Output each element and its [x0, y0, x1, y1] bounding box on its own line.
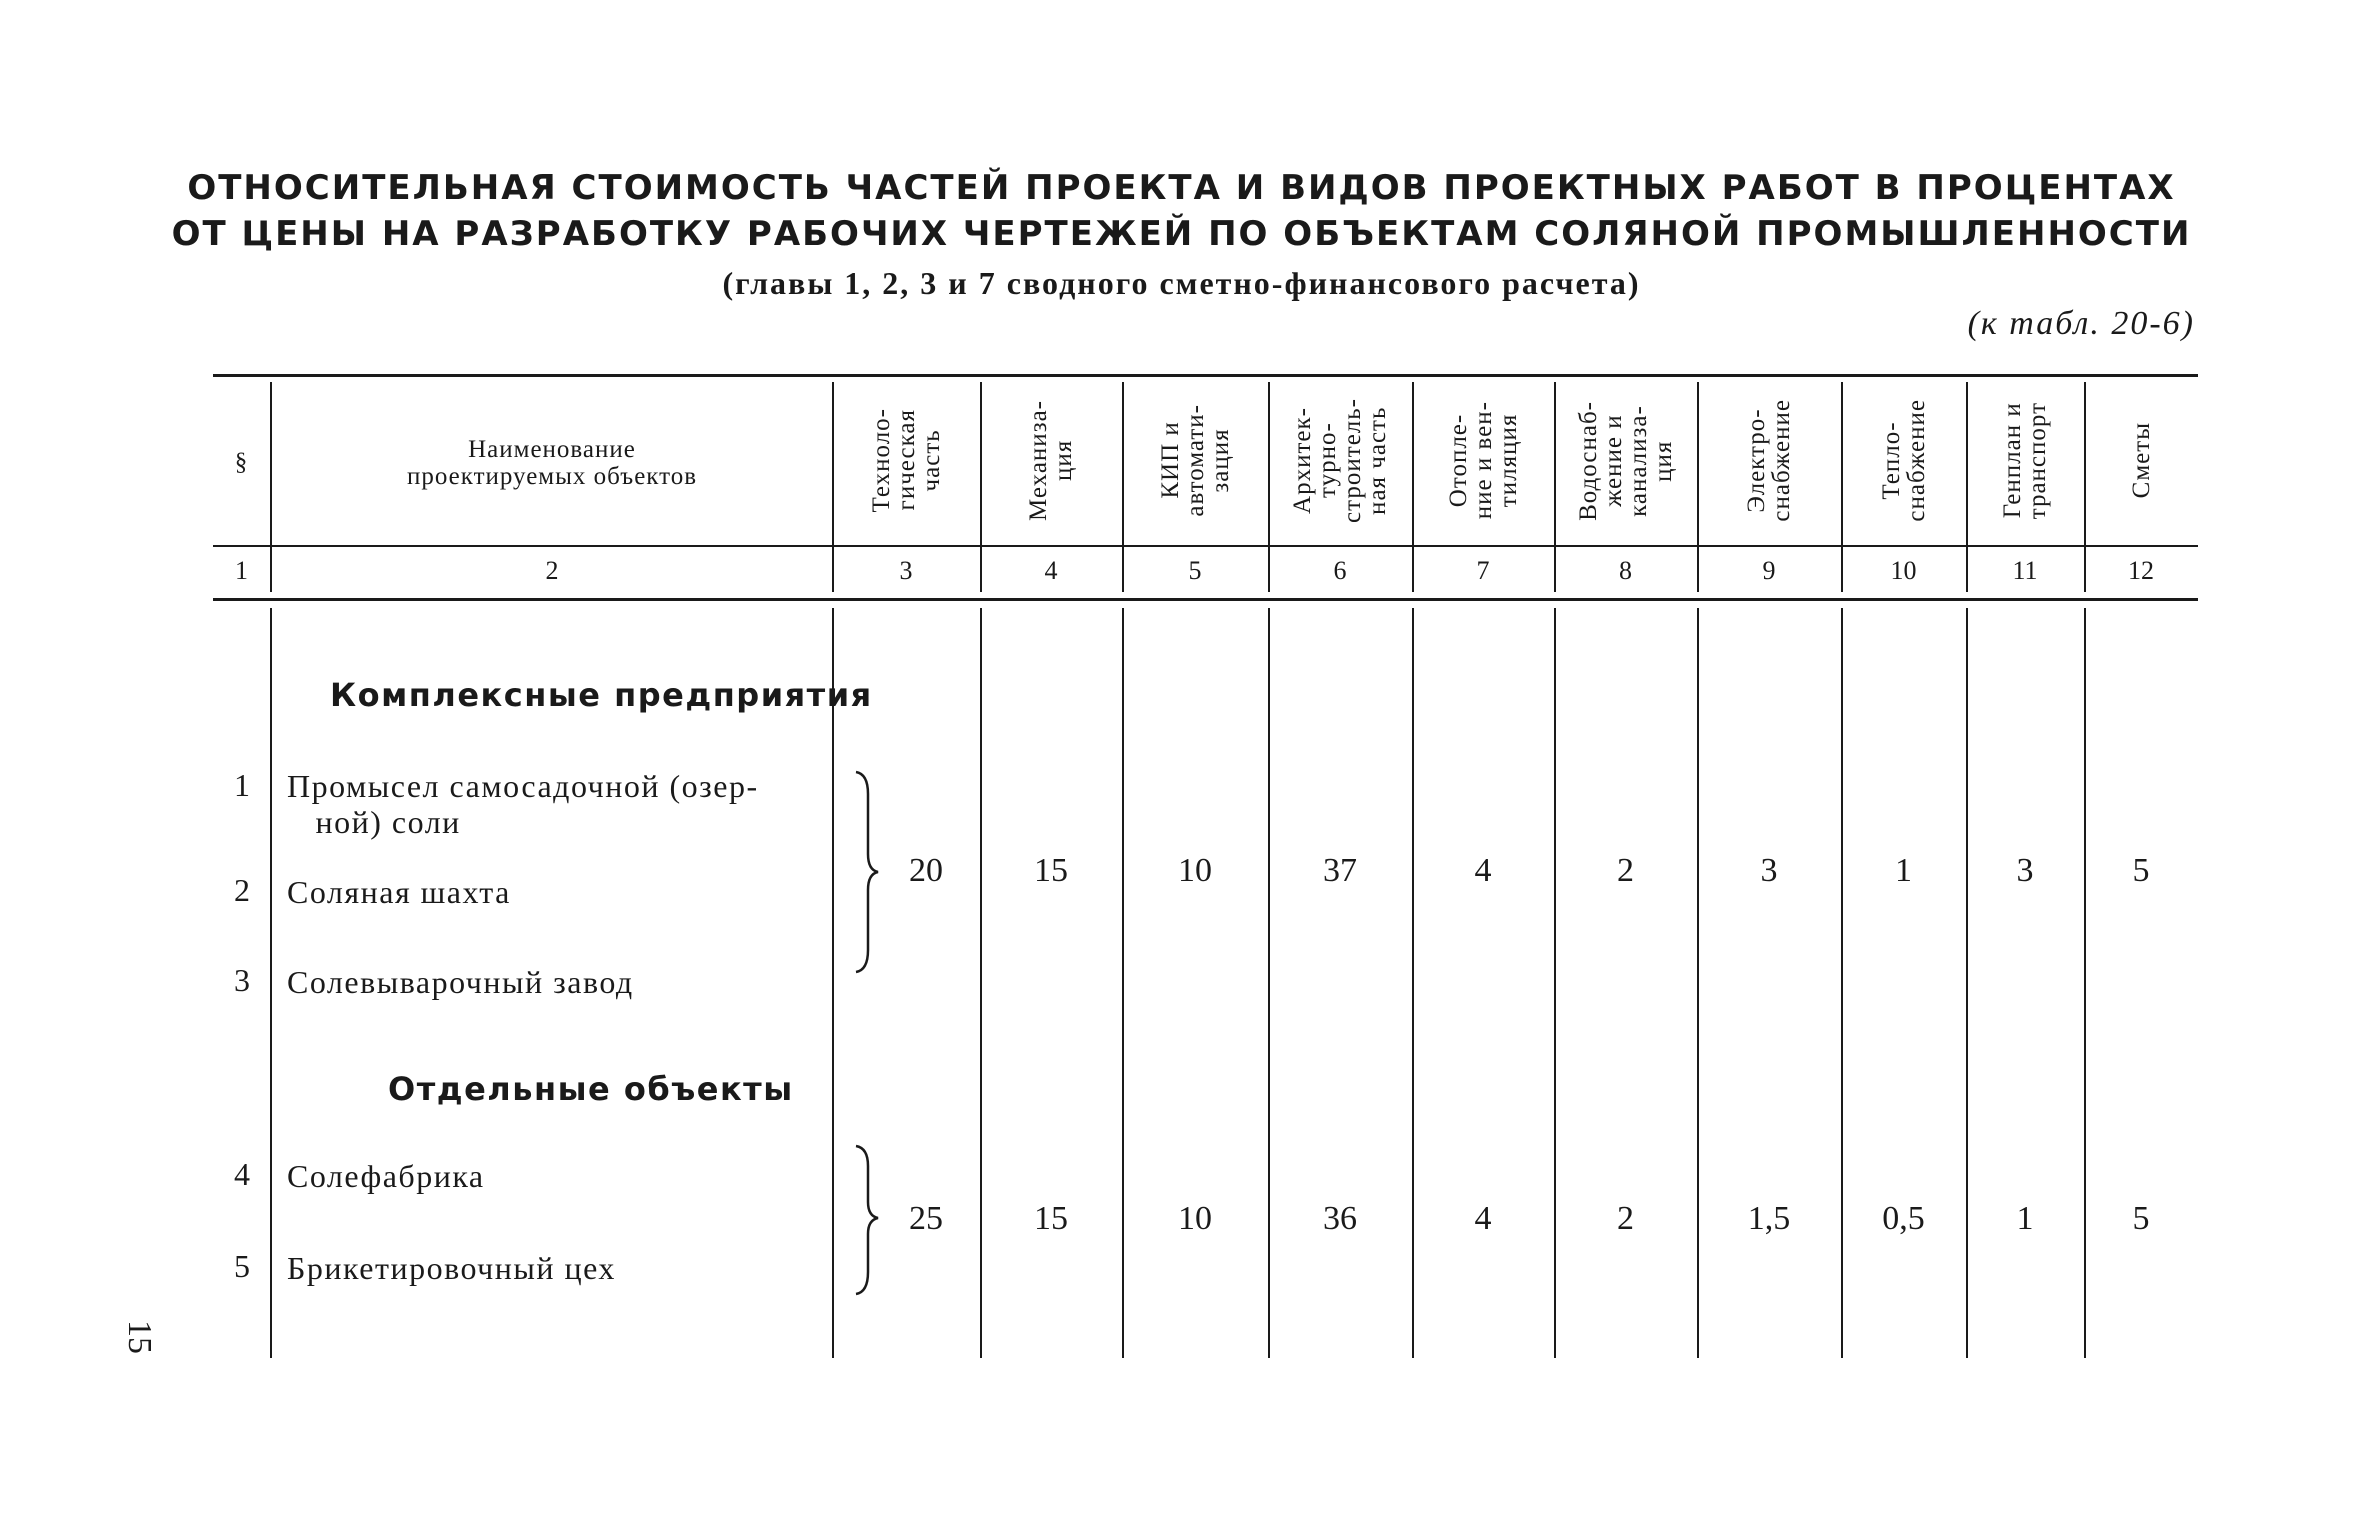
body-divider — [1697, 608, 1699, 1358]
column-number: 7 — [1476, 556, 1490, 585]
value-cell: 10 — [1178, 1200, 1212, 1237]
title-line-2: ОТ ЦЕНЫ НА РАЗРАБОТКУ РАБОЧИХ ЧЕРТЕЖЕЙ ПО ОБЪЕКТАМ СОЛЯНОЙ ПРОМЫШЛЕННОСТИ — [171, 214, 2192, 254]
column-number: 10 — [1890, 556, 1917, 585]
header-col-3 — [832, 378, 980, 543]
body-divider — [1412, 608, 1414, 1358]
column-number: 4 — [1044, 556, 1058, 585]
body-divider — [1966, 608, 1968, 1358]
value-cell: 15 — [1034, 852, 1068, 889]
header-col-8 — [1554, 378, 1697, 543]
value-cell: 3 — [1760, 852, 1778, 889]
row-number: 2 — [234, 872, 250, 908]
column-number: 2 — [545, 556, 559, 585]
subtitle: (главы 1, 2, 3 и 7 сводного сметно-финансового расчета) — [722, 265, 1641, 301]
value-cell: 25 — [909, 1200, 943, 1237]
header-col-11 — [1966, 378, 2084, 543]
row-number: 5 — [234, 1248, 250, 1284]
value-cell: 1,5 — [1747, 1200, 1791, 1237]
header-col-5 — [1122, 378, 1268, 543]
header-name — [272, 380, 832, 545]
header-col-7 — [1412, 378, 1554, 543]
page-number: 15 — [121, 1320, 158, 1354]
column-number: 3 — [899, 556, 913, 585]
body-divider — [1841, 608, 1843, 1358]
value-cell: 5 — [2132, 852, 2150, 889]
body-divider — [1268, 608, 1270, 1358]
title-line-1: ОТНОСИТЕЛЬНАЯ СТОИМОСТЬ ЧАСТЕЙ ПРОЕКТА И ВИДОВ ПРОЕКТНЫХ РАБОТ В ПРОЦЕНТАХ — [187, 168, 2176, 208]
value-cell: 20 — [909, 852, 943, 889]
body-divider — [270, 608, 272, 1358]
body-divider — [1122, 608, 1124, 1358]
header-col-label: Сметы — [2127, 422, 2155, 499]
column-number: 1 — [235, 556, 248, 585]
header-section-label: § — [234, 449, 249, 476]
value-cell: 0,5 — [1882, 1200, 1925, 1237]
header-bottom-rule — [213, 545, 2198, 547]
column-number: 5 — [1188, 556, 1202, 585]
row-name: Солевыварочный завод — [287, 964, 634, 1000]
value-cell: 1 — [1895, 852, 1912, 889]
row-name: Солефабрика — [287, 1158, 485, 1194]
header-name-label: Наименование проектируемых объектов — [406, 435, 698, 490]
header-col-4 — [980, 378, 1122, 543]
header-col-label: Архитек- турно- строитель- ная часть — [1289, 398, 1391, 523]
header-col-label: Тепло- снабжение — [1877, 399, 1930, 522]
header-col-label: Техноло- гическая часть — [867, 408, 945, 513]
column-number: 11 — [2012, 556, 2038, 585]
column-number: 6 — [1333, 556, 1347, 585]
group-title-complex: Комплексные предприятия — [330, 676, 873, 714]
row-name: Соляная шахта — [287, 874, 511, 910]
header-col-6 — [1268, 378, 1412, 543]
value-cell: 36 — [1323, 1200, 1357, 1237]
header-col-9 — [1697, 378, 1841, 543]
value-cell: 1 — [2016, 1200, 2034, 1237]
column-number: 8 — [1619, 556, 1632, 585]
table-reference: (к табл. 20-6) — [1967, 305, 2195, 342]
header-section — [213, 380, 270, 545]
header-col-10 — [1841, 378, 1966, 543]
row-number: 4 — [234, 1156, 250, 1192]
header-col-label: Водоснаб- жение и канализа- ция — [1574, 400, 1677, 521]
group-title-separate: Отдельные объекты — [388, 1070, 794, 1108]
value-cell: 4 — [1474, 1200, 1492, 1237]
value-cell: 37 — [1323, 852, 1357, 889]
header-col-label: Электро- снабжение — [1743, 399, 1795, 522]
column-number: 9 — [1762, 556, 1776, 585]
row-name: Промысел самосадочной (озер- ной) соли — [287, 768, 759, 840]
body-divider — [1554, 608, 1556, 1358]
column-number: 12 — [2128, 556, 2154, 585]
header-col-label: Отопле- ние и вен- тиляция — [1444, 401, 1522, 520]
value-cell: 3 — [2016, 852, 2034, 889]
header-col-label: КИП и автомати- зация — [1156, 404, 1234, 517]
value-cell: 2 — [1617, 1200, 1634, 1237]
value-cell: 2 — [1617, 852, 1634, 889]
header-col-label: Механиза- ция — [1025, 400, 1077, 521]
value-cell: 10 — [1178, 852, 1212, 889]
column-number-rule — [213, 598, 2198, 601]
title-block — [0, 165, 2363, 307]
row-number: 3 — [234, 962, 250, 998]
table-top-rule — [213, 374, 2198, 377]
header-col-label: Генплан и транспорт — [1999, 401, 2051, 520]
body-divider — [2084, 608, 2086, 1358]
row-number: 1 — [234, 767, 250, 803]
body-divider — [980, 608, 982, 1358]
row-name: Брикетировочный цех — [287, 1250, 616, 1286]
value-cell: 15 — [1034, 1200, 1068, 1237]
header-col-12 — [2084, 378, 2198, 543]
value-cell: 4 — [1474, 852, 1492, 889]
value-cell: 5 — [2132, 1200, 2150, 1237]
body-divider — [832, 608, 834, 1358]
